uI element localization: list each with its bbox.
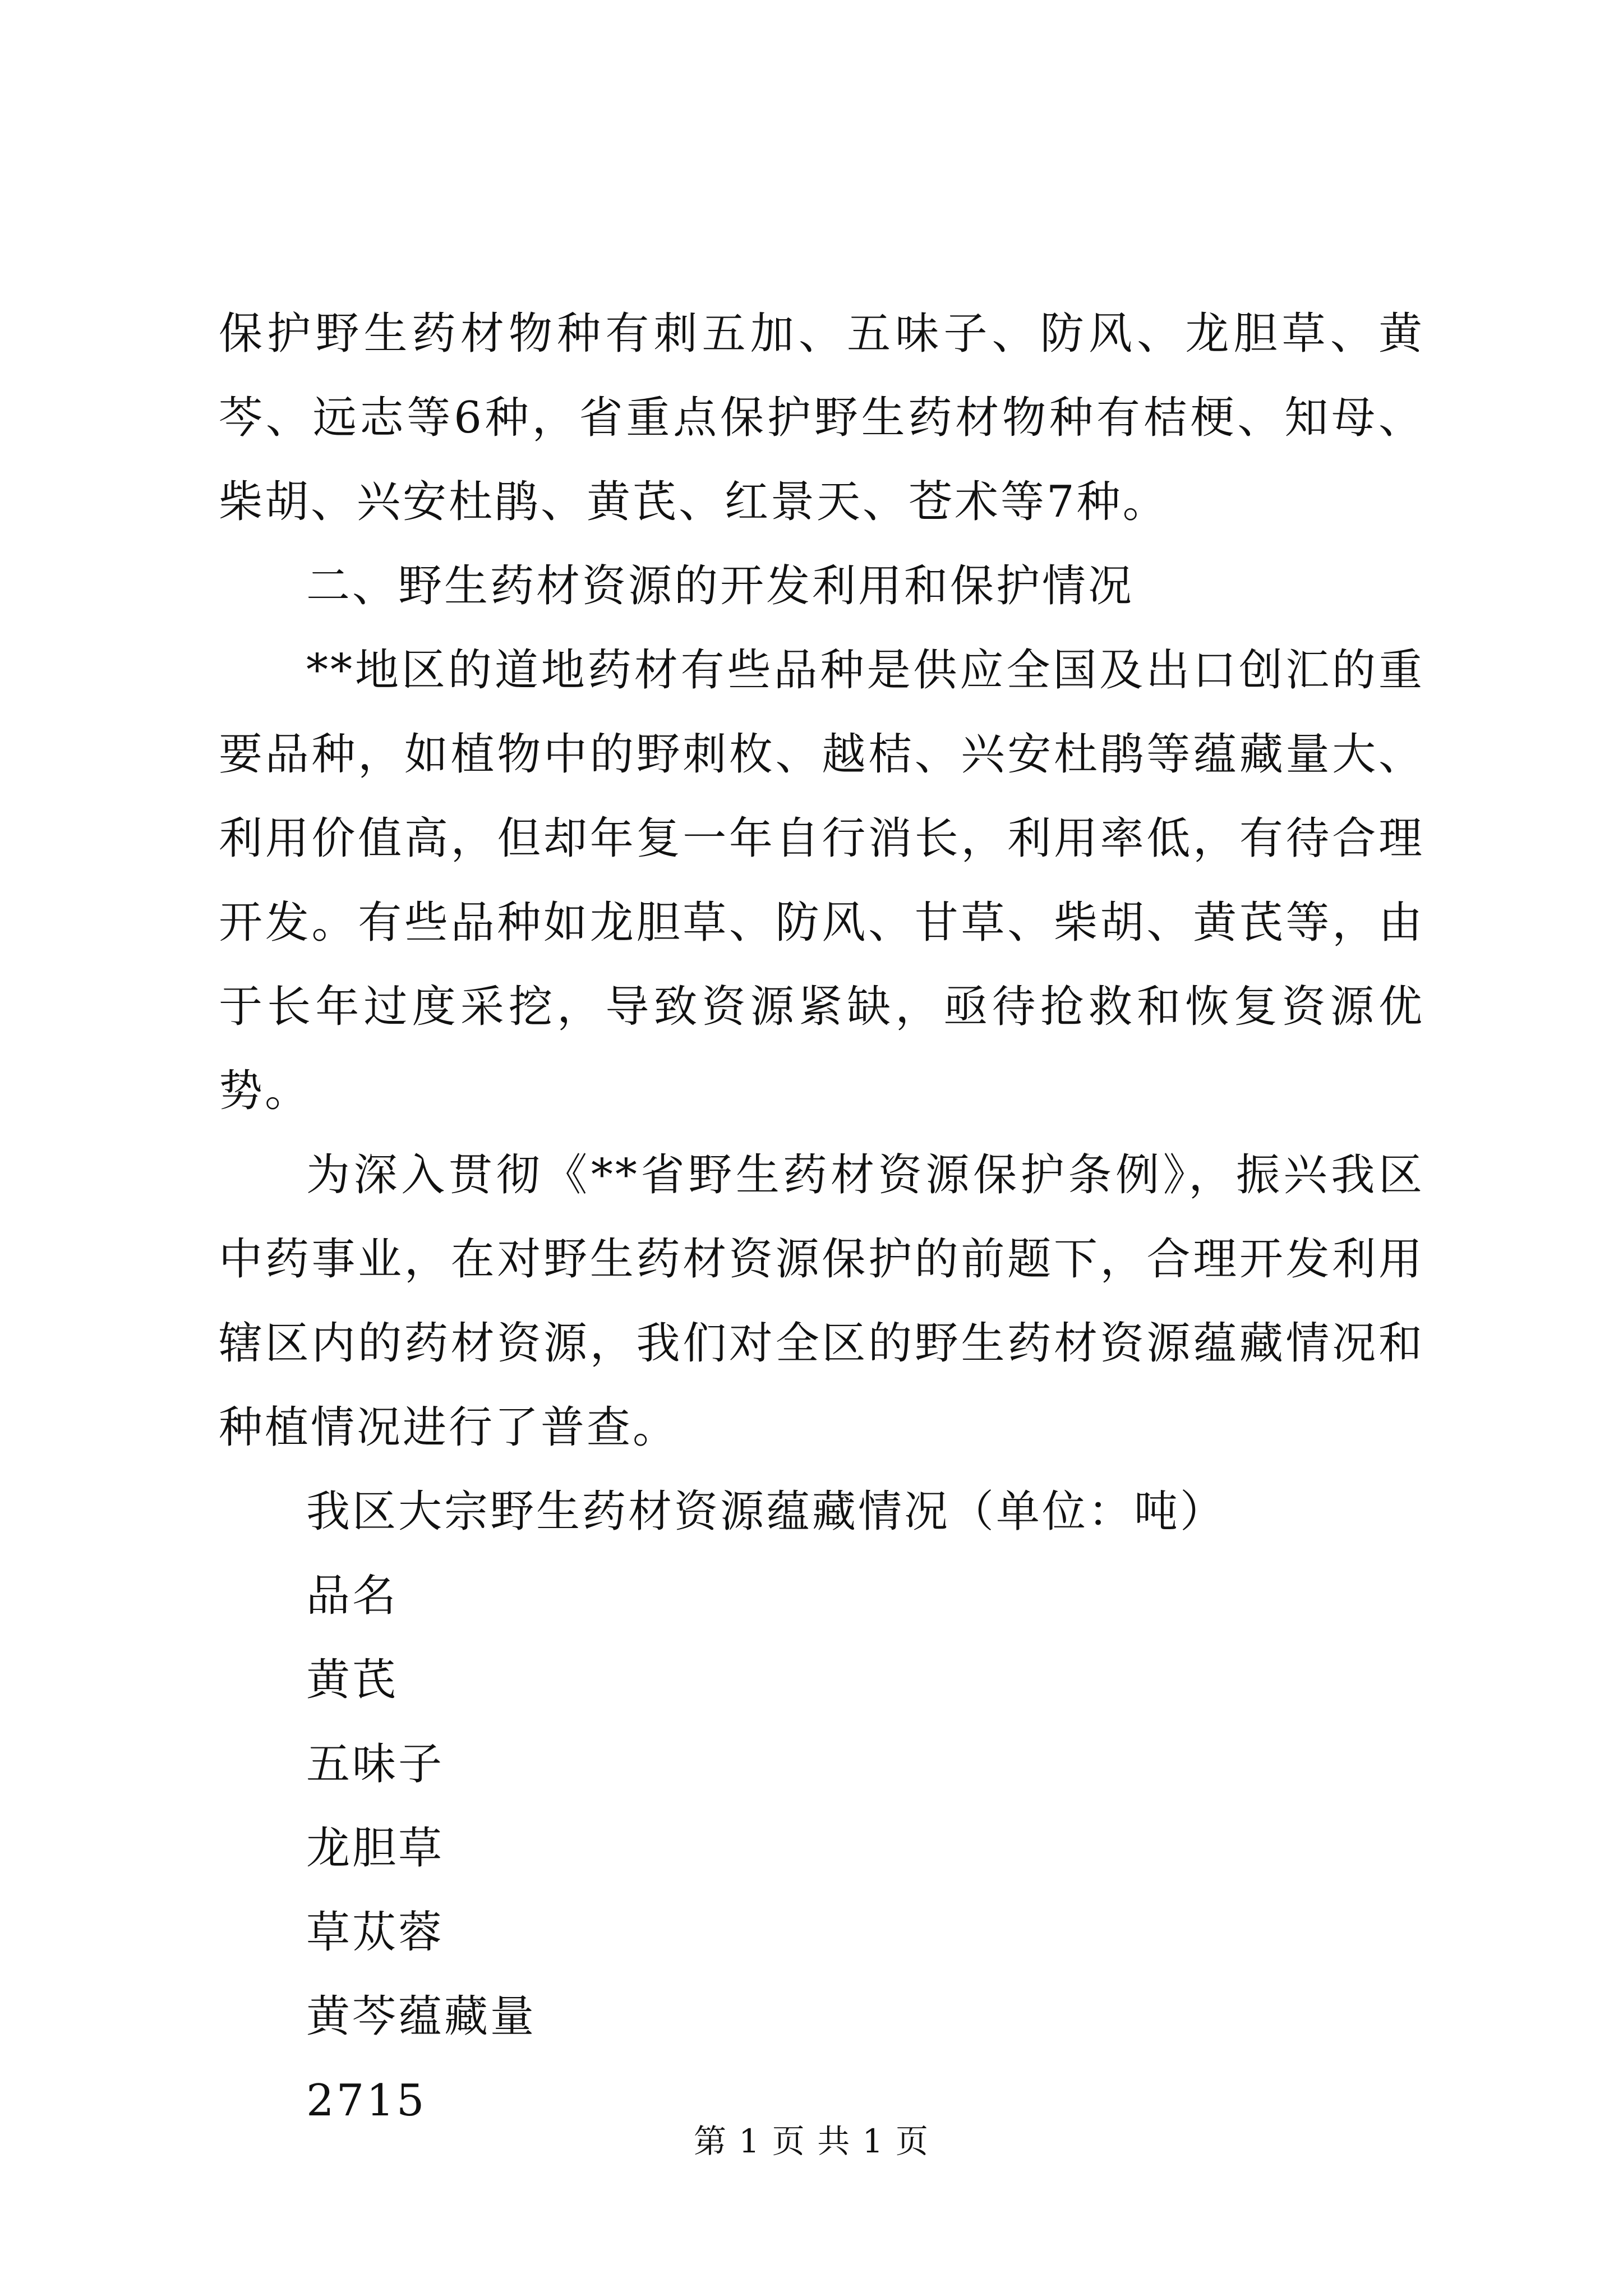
table-header-name: 品名 [306, 1571, 399, 1621]
table-caption: 我区大宗野生药材资源蕴藏情况（单位：吨） [306, 1487, 1227, 1537]
list-item: 五味子 [306, 1739, 445, 1789]
document-body [219, 292, 1424, 2143]
list-item: 黄芪 [306, 1655, 399, 1705]
paragraph-regional-herbs: **地区的道地药材有些品种是供应全国及出口创汇的重要品种，如植物中的野刺枚、越桔、兴安杜鹃等蕴藏量大、利用价值高，但却年复一年自行消长，利用率低，有待合理开发。有些品种如龙胆草、防风、甘草、柴胡、黄芪等，由于长年过度采挖，导致资源紧缺，亟待抢救和恢复资源优势。 [219, 645, 1424, 1116]
paragraph-protected-species: 保护野生药材物种有刺五加、五味子、防风、龙胆草、黄芩、远志等6种，省重点保护野生药材物种有桔梗、知母、柴胡、兴安杜鹃、黄芪、红景天、苍术等7种。 [219, 309, 1424, 527]
paragraph-survey: 为深入贯彻《**省野生药材资源保护条例》，振兴我区中药事业，在对野生药材资源保护的前题下，合理开发利用辖区内的药材资源，我们对全区的野生药材资源蕴藏情况和种植情况进行了普查。 [219, 1150, 1424, 1453]
list-item: 龙胆草 [306, 1823, 445, 1874]
list-item: 草苁蓉 [306, 1907, 445, 1958]
page-footer: 第 1 页 共 1 页 [694, 2122, 929, 2160]
list-item-value: 2715 [306, 2076, 427, 2126]
list-item: 黄芩蕴藏量 [306, 1991, 537, 2042]
section-heading-development: 二、野生药材资源的开发利用和保护情况 [306, 561, 1135, 611]
